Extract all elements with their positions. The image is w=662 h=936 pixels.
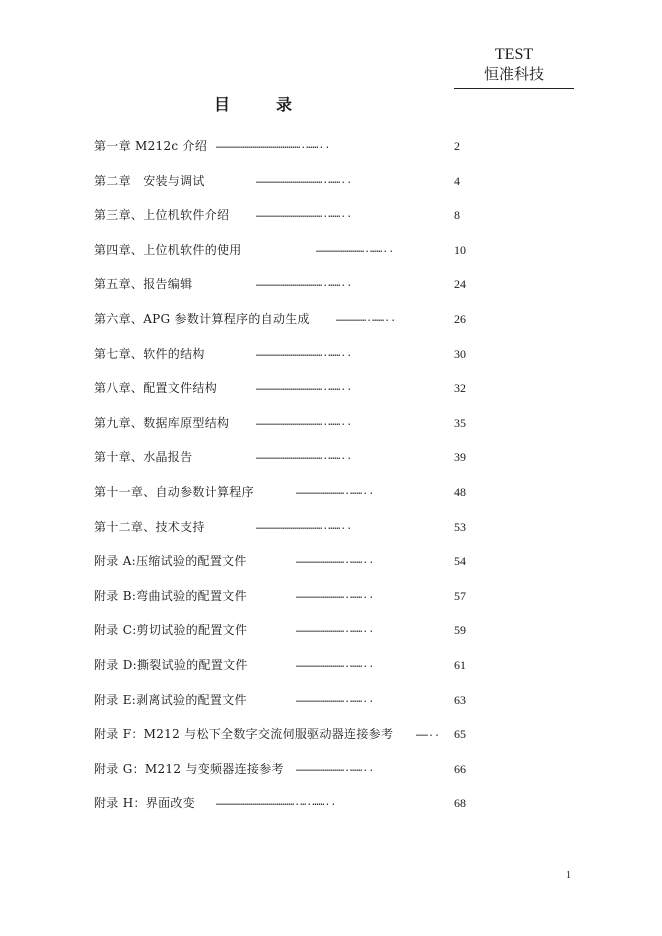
toc-title-char-2: 录 [276, 95, 293, 114]
toc-entry-page: 53 [454, 519, 466, 534]
toc-entry-leader: …………………….…….. [296, 693, 375, 705]
toc-entry[interactable] [94, 378, 474, 398]
toc-entry-page: 2 [454, 139, 460, 153]
toc-entry[interactable] [94, 724, 474, 744]
toc-entry-label: 第六章、APG 参数计算程序的自动生成 [94, 312, 310, 326]
toc-entry[interactable] [94, 171, 474, 191]
toc-entry-page: 39 [454, 450, 466, 465]
toc-entry-leader: …………………………………….…….. [216, 140, 331, 151]
header-test-label: TEST [494, 46, 534, 63]
toc-entry[interactable] [94, 274, 474, 294]
toc-entry-page: 32 [454, 381, 466, 396]
toc-entry-label: 第五章、报告编辑 [94, 277, 193, 292]
toc-entry-label: 附录 C:剪切试验的配置文件 [94, 623, 248, 638]
toc-entry-leader: …………………….…….. [296, 624, 375, 636]
toc-entry-label: 附录 E:剥离试验的配置文件 [94, 692, 247, 707]
toc-entry[interactable] [94, 690, 474, 710]
toc-entry-label: 附录 A:压缩试验的配置文件 [94, 554, 247, 569]
toc-entry-page: 35 [454, 415, 466, 430]
toc-entry-label: 附录 D:撕裂试验的配置文件 [94, 658, 248, 672]
toc-entry-leader: …………………….…….. [296, 555, 375, 567]
header-block [454, 46, 574, 84]
toc-entry[interactable] [94, 759, 474, 779]
toc-entry[interactable] [94, 793, 474, 813]
toc-entry-page: 59 [454, 623, 466, 638]
toc-entry-page: 10 [454, 242, 466, 257]
toc-entry-leader: …………….…….. [336, 313, 397, 324]
toc-entry-leader: …………………………….…….. [256, 416, 353, 428]
toc-entry-page: 26 [454, 312, 466, 326]
toc-entry-page: 66 [454, 761, 466, 776]
toc-entry-page: 61 [454, 658, 466, 672]
toc-entry-leader: …………………….…….. [296, 486, 375, 497]
toc-entry[interactable] [94, 413, 474, 433]
toc-entry-page: 68 [454, 796, 466, 811]
toc-entry-leader: …………………….…….. [296, 762, 375, 774]
toc-entry-leader: …………………….…….. [316, 243, 395, 255]
toc-entry-leader: …………………………….…….. [256, 520, 353, 532]
toc-entry-page: 65 [454, 727, 466, 742]
toc-entry-label: 第三章、上位机软件介绍 [94, 208, 230, 223]
toc-entry-leader: …………………………….…….. [256, 278, 353, 290]
toc-entry-leader: …………………………….…….. [256, 451, 353, 463]
toc-entry[interactable] [94, 482, 474, 502]
toc-entry[interactable] [94, 551, 474, 571]
header-rule [454, 88, 574, 89]
toc-entry-leader: …………………………….…….. [256, 209, 353, 221]
toc-entry-label: 附录 F：M212 与松下全数字交流伺服驱动器连接参考 [94, 727, 394, 742]
toc-entry-label: 附录 B:弯曲试验的配置文件 [94, 588, 247, 603]
toc-entry-leader: …………………………….…….. [256, 382, 353, 394]
toc-entry[interactable] [94, 136, 474, 156]
toc-title-char-1: 目 [214, 95, 231, 114]
toc-entry-page: 4 [454, 173, 460, 188]
toc-title [214, 92, 292, 115]
toc-entry-leader: ………………………………….….…….. [216, 797, 337, 809]
toc-entry-leader: …….. [416, 728, 441, 740]
toc-entry-leader: …………………………….…….. [256, 174, 353, 186]
toc-entry-label: 第十一章、自动参数计算程序 [94, 485, 254, 499]
toc-entry-page: 8 [454, 208, 460, 223]
toc-entry-label: 第十章、水晶报告 [94, 450, 193, 465]
toc-entry[interactable] [94, 240, 474, 260]
toc-entry-label: 第二章 安装与调试 [94, 173, 205, 188]
toc-entry-label: 第十二章、技术支持 [94, 519, 205, 534]
toc-entry-label: 附录 G：M212 与变频器连接参考 [94, 761, 284, 776]
page-number: 1 [566, 870, 571, 881]
toc-entry-leader: …………………………….…….. [256, 347, 353, 359]
toc-entry-label: 第一章 M212c 介绍 [94, 139, 208, 153]
toc-entry-label: 第七章、软件的结构 [94, 346, 205, 361]
toc-entry[interactable] [94, 447, 474, 467]
toc-entry-page: 57 [454, 588, 466, 603]
toc-entry-label: 第四章、上位机软件的使用 [94, 242, 242, 257]
toc-entry-leader: …………………….…….. [296, 659, 375, 670]
toc-entry[interactable] [94, 309, 474, 329]
toc-entry-label: 附录 H：界面改变 [94, 796, 195, 811]
toc-entry[interactable] [94, 586, 474, 606]
toc-entry[interactable] [94, 517, 474, 537]
toc-entry[interactable] [94, 620, 474, 640]
toc-entry-page: 54 [454, 554, 466, 569]
header-company-name: 恒准科技 [483, 65, 544, 83]
toc-entry-page: 63 [454, 692, 466, 707]
toc-entry[interactable] [94, 655, 474, 675]
toc-entry[interactable] [94, 344, 474, 364]
toc-entry-label: 第八章、配置文件结构 [94, 381, 218, 396]
toc-entry-page: 24 [454, 277, 466, 292]
toc-entry-page: 30 [454, 346, 466, 361]
toc-entry-page: 48 [454, 485, 466, 499]
toc-entry[interactable] [94, 205, 474, 225]
toc-entry-label: 第九章、数据库原型结构 [94, 415, 230, 430]
toc-entry-leader: …………………….…….. [296, 589, 375, 601]
